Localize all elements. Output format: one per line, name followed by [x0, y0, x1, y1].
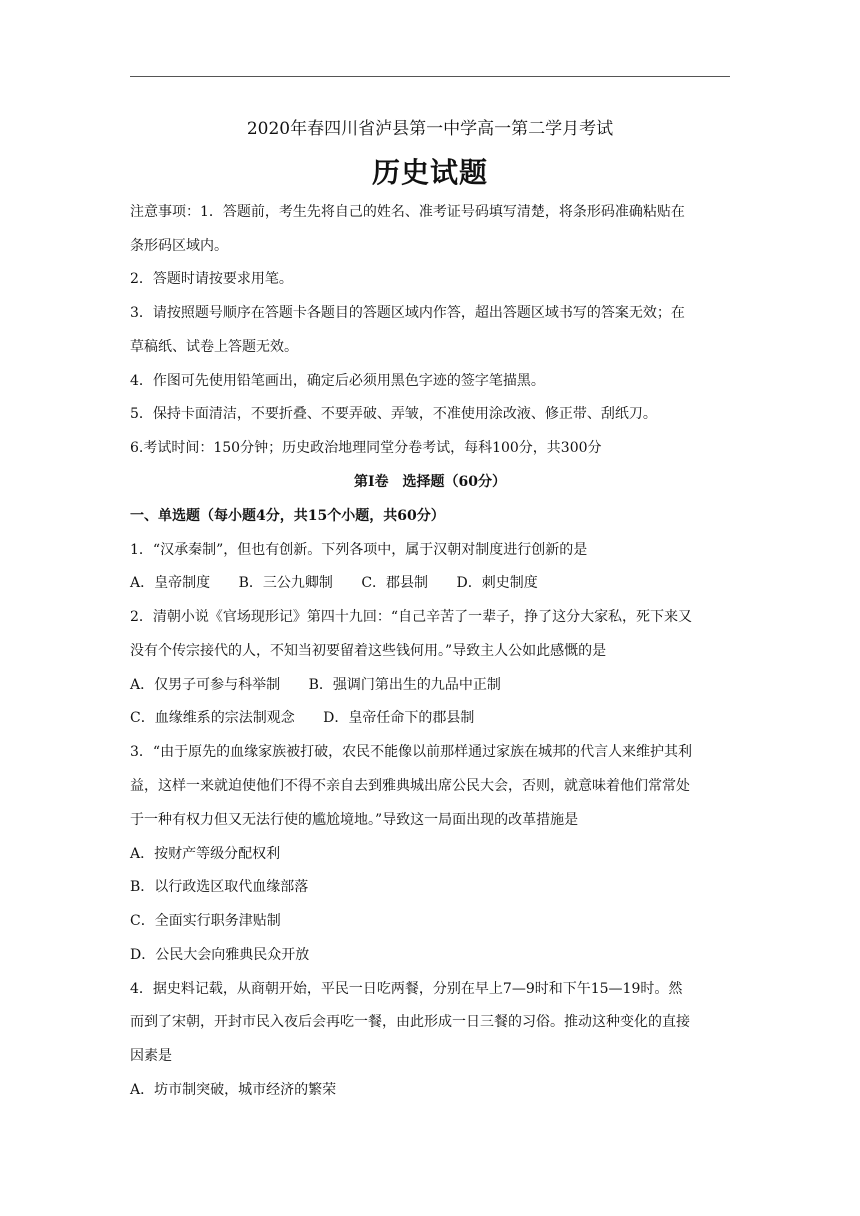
option-row: [130, 573, 730, 593]
question-stem: 因素是: [130, 1048, 172, 1064]
question-stem: 3．“由于原先的血缘家族被打破，农民不能像以前那样通过家族在城邦的代言人来维护其利: [130, 744, 693, 760]
notice-line: 6.考试时间：150分钟；历史政治地理同堂分卷考试，每科100分，共300分: [130, 440, 602, 456]
subject-title: 历史试题: [371, 156, 488, 189]
notice-line: 注意事项：1．答题前，考生先将自己的姓名、准考证号码填写清楚，将条形码准确粘贴在: [130, 204, 685, 220]
option-d: D．公民大会向雅典民众开放: [130, 947, 310, 963]
question-stem: 而到了宋朝，开封市民入夜后会再吃一餐，由此形成一日三餐的习俗。推动这种变化的直接: [130, 1014, 690, 1030]
section-title: 一、单选题（每小题4分，共15个小题，共60分）: [130, 508, 445, 524]
notice-line: 4．作图可先使用铅笔画出，确定后必须用黑色字迹的签字笔描黑。: [130, 373, 545, 389]
option-a: A．按财产等级分配权利: [130, 846, 281, 862]
notice-line: 2．答题时请按要求用笔。: [130, 271, 293, 287]
option-a: A．仅男子可参与科举制: [130, 677, 281, 693]
option-a: A．坊市制突破，城市经济的繁荣: [130, 1082, 337, 1098]
exam-title: 2020年春四川省泸县第一中学高一第二学月考试: [246, 119, 614, 139]
question-stem: 于一种有权力但又无法行使的尴尬境地。”导致这一局面出现的改革措施是: [130, 812, 579, 828]
option-b: B．三公九卿制: [238, 575, 333, 591]
option-c: C．郡县制: [361, 575, 429, 591]
option-d: D．刺史制度: [456, 575, 538, 591]
question-stem: 4．据史料记载，从商朝开始，平民一日吃两餐，分别在早上7—9时和下午15—19时。然: [130, 981, 683, 997]
option-b: B．强调门第出生的九品中正制: [308, 677, 501, 693]
question-stem: 2．清朝小说《官场现形记》第四十九回：“自己辛苦了一辈子，挣了这分大家私，死下来又: [130, 609, 693, 625]
option-c: C．全面实行职务津贴制: [130, 913, 281, 929]
part-title: 第Ⅰ卷 选择题（60分）: [353, 474, 507, 490]
option-a: A．皇帝制度: [130, 575, 211, 591]
question-stem: 没有个传宗接代的人，不知当初要留着这些钱何用。”导致主人公如此感慨的是: [130, 643, 607, 659]
notice-line: 草稿纸、试卷上答题无效。: [130, 339, 298, 355]
notice-line: 3．请按照题号顺序在答题卡各题目的答题区域内作答，超出答题区域书写的答案无效；在: [130, 305, 685, 321]
option-row: [130, 708, 730, 728]
option-row: [130, 675, 730, 695]
option-b: B．以行政选区取代血缘部落: [130, 879, 309, 895]
option-c: C．血缘维系的宗法制观念: [130, 710, 295, 726]
notice-line: 5．保持卡面清洁，不要折叠、不要弄破、弄皱，不准使用涂改液、修正带、刮纸刀。: [130, 406, 657, 422]
option-d: D．皇帝任命下的郡县制: [323, 710, 475, 726]
question-stem: 1．“汉承秦制”，但也有创新。下列各项中，属于汉朝对制度进行创新的是: [130, 542, 588, 558]
question-stem: 益，这样一来就迫使他们不得不亲自去到雅典城出席公民大会，否则，就意味着他们常常处: [130, 778, 690, 794]
notice-line: 条形码区域内。: [130, 238, 228, 254]
header-rule: [130, 76, 730, 77]
